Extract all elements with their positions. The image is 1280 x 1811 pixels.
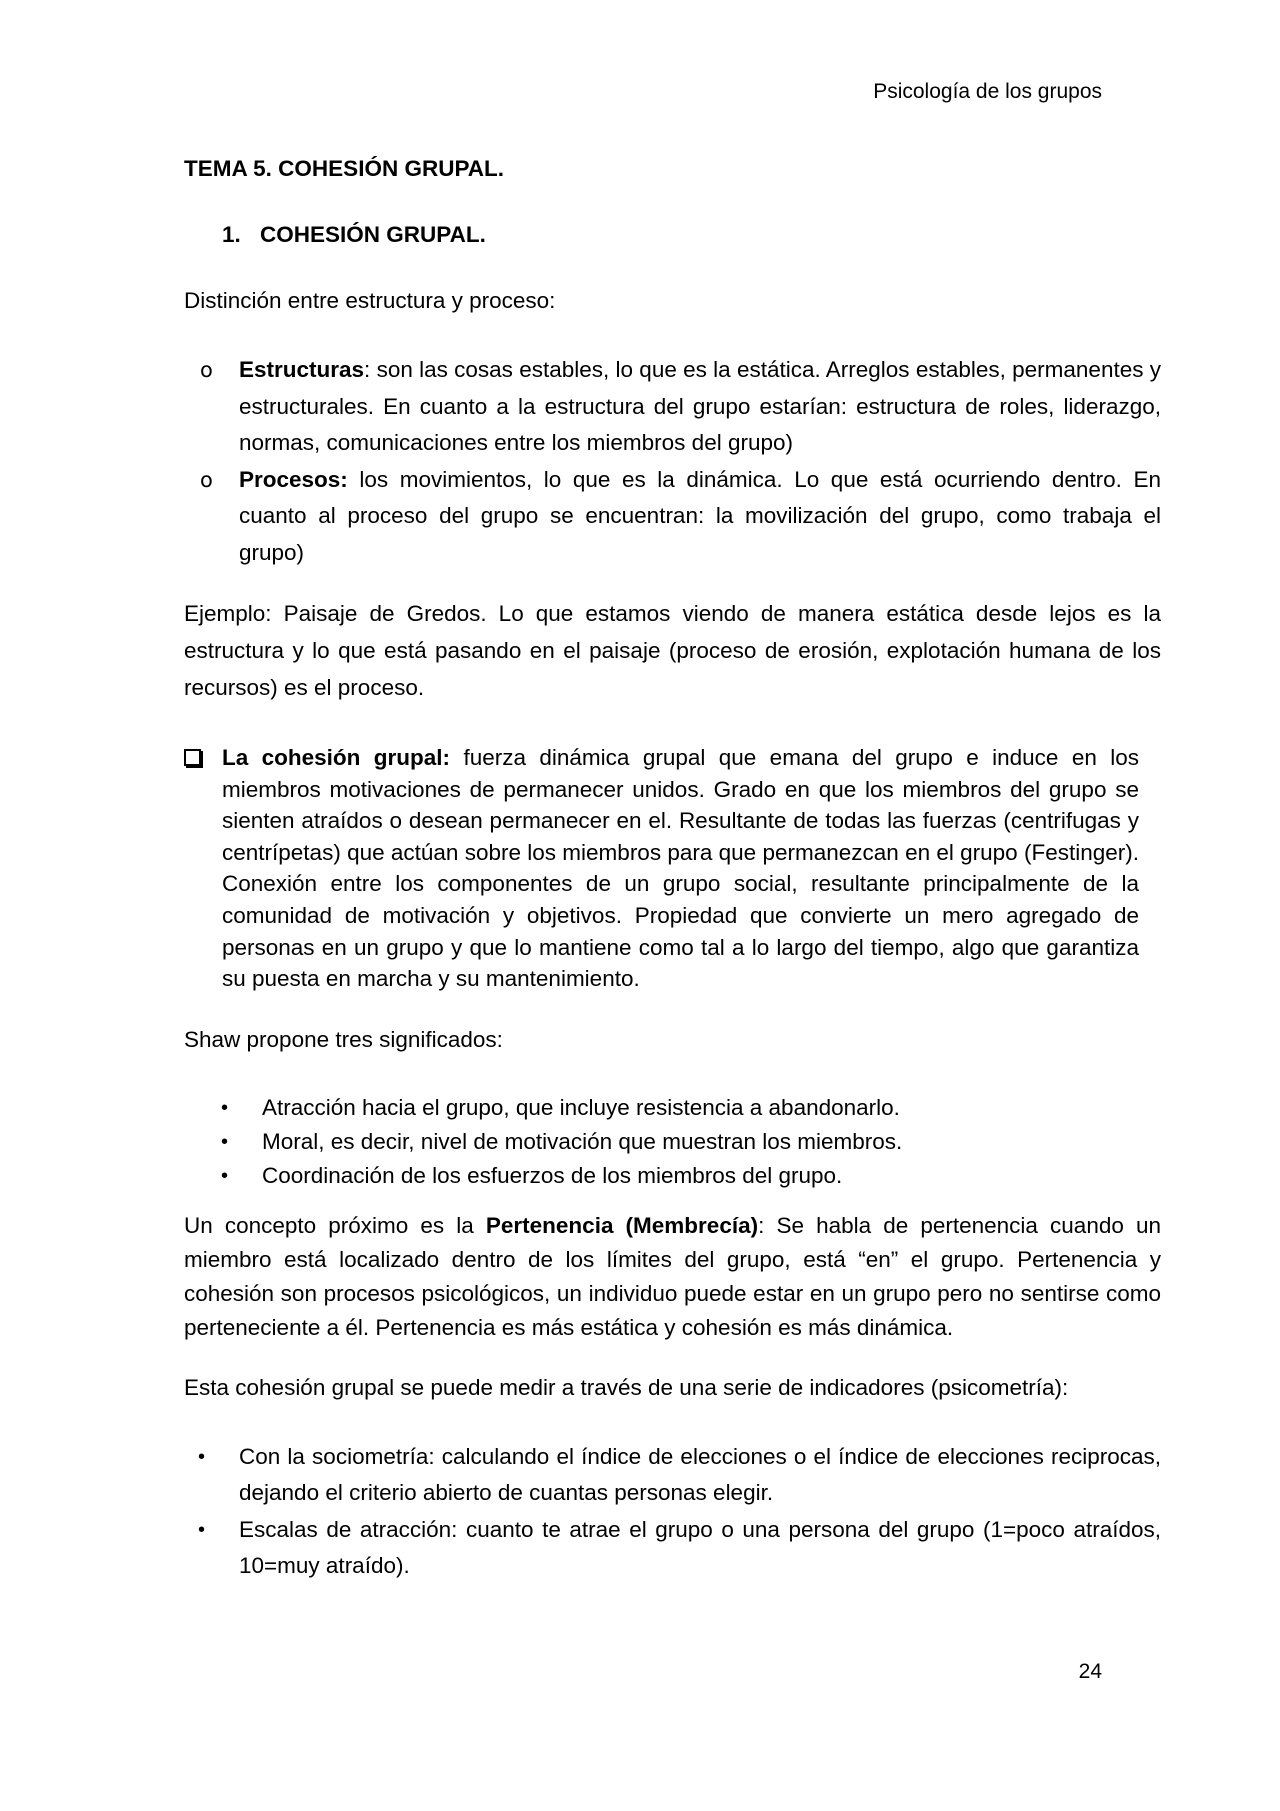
membership-paragraph (184, 1209, 1161, 1345)
list-item (184, 1091, 1161, 1125)
list-item (184, 1439, 1161, 1512)
term: Procesos: (239, 466, 348, 492)
bullet-icon: • (221, 1164, 229, 1187)
bullet-icon: • (198, 1445, 206, 1468)
term: La cohesión grupal: (222, 745, 451, 770)
definition: fuerza dinámica grupal que emana del grupo e induce en los miembros motivaciones de permanecer unidos. Grado en que los miembros del grupo se sienten atraídos o desean permanecer en el. Resultante de todas las fuerzas (centrifugas y centrípetas) que actúan sobre los miembros para que permanezcan en el grupo (Festinger). Conexión entre los componentes de un grupo social, resultante principalmente de la comunidad de motivación y objetivos. Propiedad que convierte un mero agregado de personas en un grupo y que lo mantiene como tal a lo largo del tiempo, algo que garantiza su puesta en marcha y su mantenimiento. (222, 745, 1139, 992)
checkbox-icon (184, 749, 201, 766)
list-item-text: Coordinación de los esfuerzos de los miembros del grupo. (262, 1162, 843, 1188)
shaw-intro: Shaw propone tres significados: (184, 1026, 503, 1052)
chapter-title: TEMA 5. COHESIÓN GRUPAL. (184, 156, 505, 181)
list-item-text: Con la sociometría: calculando el índice de elecciones o el índice de elecciones reciprocas, dejando el criterio abierto de cuantas personas elegir. (239, 1443, 1161, 1506)
circle-bullet: o (200, 467, 213, 492)
bullet-icon: • (221, 1130, 229, 1153)
measure-list (184, 1439, 1161, 1585)
bullet-icon: • (221, 1096, 229, 1119)
cohesion-definition (184, 742, 1139, 995)
membership-after: : Se habla de pertenencia cuando un miembro está localizado dentro de los límites del grupo, está “en” el grupo. Pertenencia y cohesión son procesos psicológicos, un individuo puede estar en un grupo pero no sentirse como perteneciente a él. Pertenencia es más estática y cohesión es más dinámica. (184, 1212, 1161, 1340)
list-item (184, 1512, 1161, 1585)
membership-before: Un concepto próximo es la (184, 1212, 486, 1238)
shaw-list (184, 1091, 1161, 1193)
distinction-list (184, 352, 1161, 571)
section-heading-text: COHESIÓN GRUPAL. (260, 222, 486, 247)
running-header: Psicología de los grupos (873, 80, 1102, 103)
example-paragraph: Ejemplo: Paisaje de Gredos. Lo que estamos viendo de manera estática desde lejos es la estructura y lo que está pasando en el paisaje (proceso de erosión, explotación humana de los recursos) es el proceso. (184, 601, 1161, 700)
term: Estructuras (239, 357, 365, 382)
definition: : son las cosas estables, lo que es la estática. Arreglos estables, permanentes y estructurales. En cuanto a la estructura del grupo estarían: estructura de roles, liderazgo, normas, comunicaciones entre los miembros del grupo) (239, 357, 1161, 455)
list-item (184, 352, 1161, 462)
list-item (184, 1125, 1161, 1159)
measure-intro: Esta cohesión grupal se puede medir a través de una serie de indicadores (psicometría): (184, 1374, 1069, 1400)
bullet-icon: • (198, 1518, 206, 1541)
page-content (184, 156, 1161, 1585)
list-item-text: Escalas de atracción: cuanto te atrae el grupo o una persona del grupo (1=poco atraídos, 10=muy atraído). (239, 1516, 1161, 1579)
section-number: 1. (222, 222, 241, 247)
circle-bullet: o (200, 358, 213, 382)
list-item (184, 462, 1161, 572)
distinction-intro: Distinción entre estructura y proceso: (184, 288, 556, 313)
list-item (184, 1159, 1161, 1193)
page-number: 24 (1078, 1660, 1102, 1683)
section-heading (184, 222, 1161, 248)
definition: los movimientos, lo que es la dinámica. Lo que está ocurriendo dentro. En cuanto al proceso del grupo se encuentran: la movilización del grupo, como trabaja el grupo) (239, 466, 1161, 565)
term: Pertenencia (Membrecía) (485, 1212, 759, 1238)
list-item-text: Moral, es decir, nivel de motivación que muestran los miembros. (262, 1128, 903, 1154)
list-item-text: Atracción hacia el grupo, que incluye resistencia a abandonarlo. (262, 1094, 900, 1120)
